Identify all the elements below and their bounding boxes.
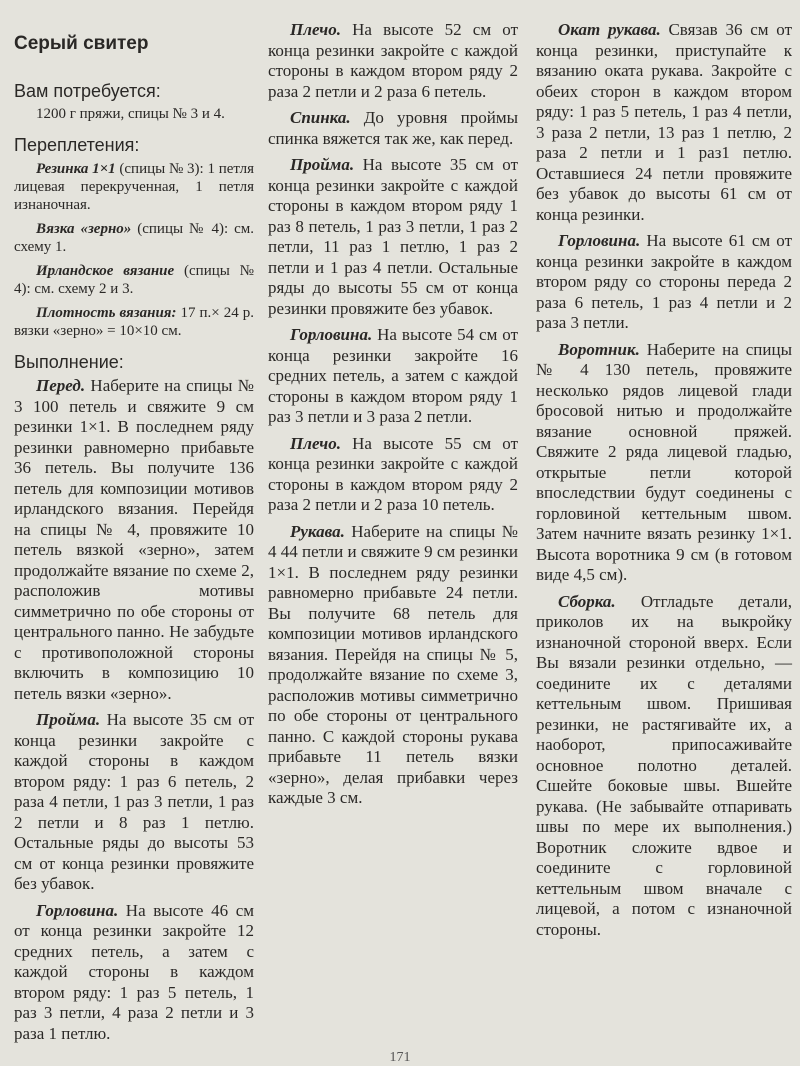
back-shoulder-text: На высоте 55 см от конца резинки закройте с каждой стороны в каждом втором ряду 2 раза 2 петли и 2 раза 10 петель. [268, 433, 518, 514]
section-back-shoulder [268, 434, 518, 516]
section-collar [536, 340, 792, 586]
stitches-heading: Переплетения: [14, 135, 140, 155]
collar-text: Наберите на спицы № 4 130 петель, провяжите несколько рядов лицевой глади бросовой нитью и продолжайте вязание основной пряжей. Свяжите 2 ряда лицевой гладью, открытые петли которой впоследствии будут соединены с горловиной кеттельным швом. Затем начните вязать резинку 1×1. Высота воротника 9 см (в готовом виде 4,5 см). [536, 339, 792, 584]
sleeve-neckline-heading: Горловина. [558, 231, 641, 250]
materials-heading: Вам потребуется: [14, 80, 161, 101]
section-sleeves [268, 522, 518, 809]
stitch-irish-text: (спицы № 4): см. схему 2 и 3. [14, 262, 254, 297]
back-shoulder-heading: Плечо. [290, 433, 341, 453]
back-neckline-heading: Горловина. [290, 325, 373, 344]
materials-text: 1200 г пряжи, спицы № 3 и 4. [36, 106, 225, 122]
execution-heading: Выполнение: [14, 351, 124, 372]
column-3 [536, 20, 792, 946]
article-title: Серый свитер [14, 33, 149, 54]
back-neckline-text: На высоте 54 см от конца резинки закройте 16 средних петель, а затем с каждой стороны в каждом втором ряду 1 раз 3 петли и 3 раза 2 петли. [268, 325, 518, 426]
front-heading: Перед. [36, 376, 86, 395]
assembly-heading: Сборка. [558, 591, 616, 611]
gauge [14, 304, 254, 340]
stitch-rib [14, 160, 254, 214]
stitch-seed-heading: Вязка «зерно» [36, 220, 132, 237]
section-back-neckline [268, 325, 518, 428]
back-text: До уровня проймы спинка вяжется так же, как перед. [268, 108, 518, 148]
section-front-neckline [14, 901, 254, 1045]
section-back-armhole [268, 155, 518, 319]
front-neckline-heading: Горловина. [36, 900, 119, 920]
section-back [268, 108, 518, 149]
back-armhole-heading: Пройма. [290, 155, 355, 174]
sleeve-cap-heading: Окат рукава. [558, 20, 661, 39]
section-front-shoulder [268, 20, 518, 102]
gauge-text: 17 п.× 24 р. вязки «зерно» = 10×10 см. [14, 304, 254, 339]
section-assembly [536, 592, 792, 941]
front-text: Наберите на спицы № 3 100 петель и свяжите 9 см резинки 1×1. В последнем ряду резинки равномерно прибавьте 36 петель. Вы получите 136 петель для композиции мотивов ирландского вязания. Перейдя на спицы № 4, провяжите 10 петель вязкой «зерно», затем продолжайте вязание по схеме 2, расположив мотивы симметрично по обе стороны от центрального панно. Не забудьте с противоположной стороны включить в композицию 10 петель вязки «зерно». [14, 376, 254, 703]
stitch-irish [14, 262, 254, 298]
section-front-armhole [14, 710, 254, 895]
back-armhole-text: На высоте 35 см от конца резинки закройте с каждой стороны в каждом втором ряду 1 раз 8 петель, 1 раз 3 петли, 1 раз 2 петли, 11 раз 1 петлю, 1 раз 2 петли и 1 раз 4 петли. Остальные ряды до высоты 55 см от конца резинки провяжите без убавок. [268, 155, 518, 318]
stitch-seed-text: (спицы № 4): см. схему 1. [14, 220, 254, 255]
section-front [14, 376, 254, 704]
collar-heading: Воротник. [558, 339, 640, 359]
page-number: 171 [389, 1050, 411, 1065]
section-sleeve-neckline [536, 231, 792, 334]
back-heading: Спинка. [290, 108, 351, 127]
stitch-rib-text: (спицы № 3): 1 петля лицевая перекрученная, 1 петля изнаночная. [14, 160, 254, 213]
front-shoulder-heading: Плечо. [290, 20, 341, 39]
column-1 [14, 20, 254, 1050]
section-sleeve-cap [536, 20, 792, 225]
sleeves-text: Наберите на спицы № 4 44 петли и свяжите 9 см резинки 1×1. В последнем ряду резинки равномерно прибавьте 24 петли. Вы получите 68 петель для композиции мотивов ирландского вязания. Перейдя на спицы № 5, продолжайте вязание по схеме 3, расположив мотивы симметрично по обе стороны от центрального панно. С каждой стороны рукава прибавьте 11 петель вязки «зерно», делая прибавки через каждые 3 см. [268, 521, 518, 807]
sleeve-neckline-text: На высоте 61 см от конца резинки закройте в каждом втором ряду со стороны переда 2 раза 6 петель, 1 раз 4 петли и 2 раза 3 петли. [536, 231, 792, 332]
sleeves-heading: Рукава. [290, 521, 345, 541]
stitch-irish-heading: Ирландское вязание [36, 262, 175, 279]
front-neckline-text: На высоте 46 см от конца резинки закройте 12 средних петель, а затем с каждой стороны в каждом втором ряду: 1 раз 5 петель, 1 раз 3 петли, 4 раза 2 петли и 3 раза 1 петлю. [14, 900, 254, 1043]
stitch-rib-heading: Резинка 1×1 [36, 160, 116, 177]
assembly-text: Отгладьте детали, приколов их на выкройку изнаночной стороной вверх. Если Вы вязали резинки отдельно, — соедините их с деталями кеттельным швом. Пришивая резинки, не растягивайте их, а наоборот, припосаживайте основное полотно деталей. Сшейте боковые швы. Вшейте рукава. (Не забывайте отпаривать швы по мере их выполнения.) Воротник сложите вдвое и соедините с горловиной кеттельным швом вначале с лицевой, а потом с изнаночной стороны. [536, 591, 792, 939]
front-shoulder-text: На высоте 52 см от конца резинки закройте с каждой стороны в каждом втором ряду 2 раза 2 петли и 2 раза 6 петель. [268, 20, 518, 101]
stitch-seed [14, 220, 254, 256]
sleeve-cap-text: Связав 36 см от конца резинки, приступайте к вязанию оката рукава. Закройте с обеих сторон в каждом втором ряду: 1 раз 5 петель, 1 раз 4 петли, 3 раза 2 петли, 13 раз 1 петлю, 2 раза 2 петли и 1 раз1 петлю. Оставшиеся 24 петли провяжите без убавок до высоты 61 см от конца резинки. [536, 20, 792, 224]
front-armhole-text: На высоте 35 см от конца резинки закройте с каждой стороны в каждом втором ряду: 1 раз 6 петель, 2 раза 4 петли, 1 раз 3 петли, 1 раз 2 петли и 8 раз 1 петлю. Остальные ряды до высоты 53 см от конца резинки провяжите без убавок. [14, 710, 254, 893]
front-armhole-heading: Пройма. [36, 710, 101, 729]
gauge-heading: Плотность вязания: [36, 304, 177, 321]
column-2 [268, 20, 518, 815]
